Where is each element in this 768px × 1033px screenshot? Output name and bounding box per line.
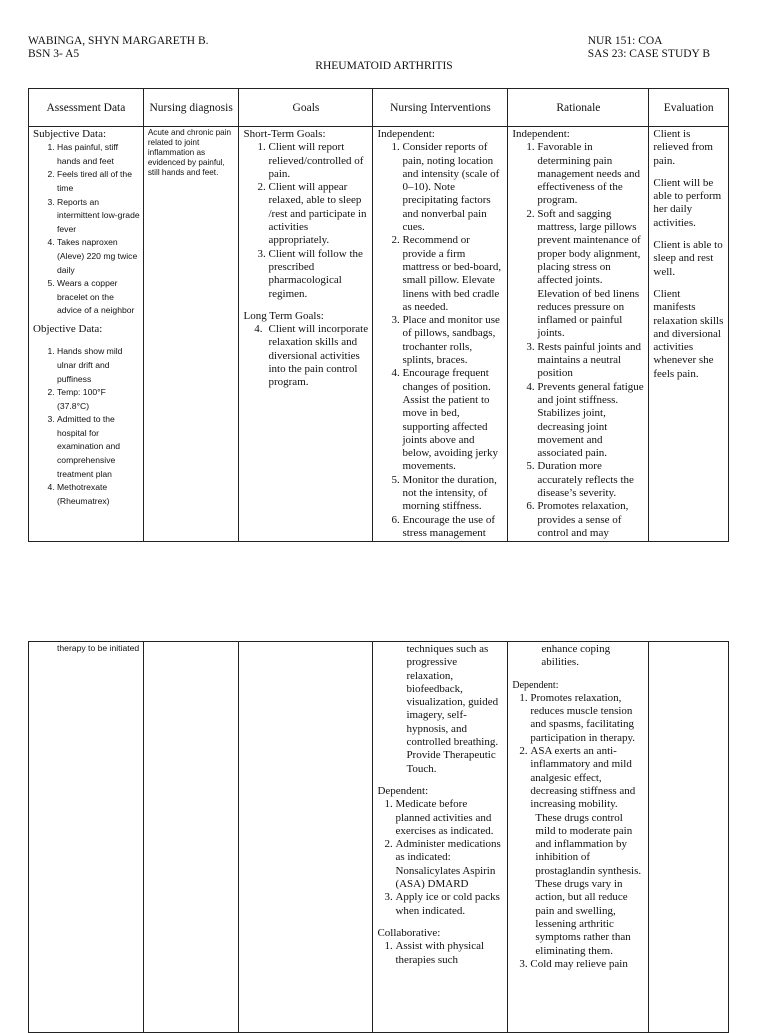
list-item: 3. Client will follow the prescribed pharmacological regimen. xyxy=(268,248,369,301)
student-info xyxy=(28,35,209,61)
rationale-continued: enhance coping abilities. xyxy=(541,643,611,669)
column-header: Assessment Data xyxy=(29,89,144,127)
rationale-paragraph: These drugs vary in action, but all reduce pain and swelling, lessening arthritic symptoms rather than eliminating them. xyxy=(535,878,631,957)
activity-name: SAS 23: CASE STUDY B xyxy=(587,48,710,60)
short-term-goals-label: Short-Term Goals: xyxy=(243,128,326,140)
column-header: Nursing Interventions xyxy=(373,89,508,127)
list-item: 6. Promotes relaxation, provides a sense of control and may xyxy=(537,500,645,540)
short-term-goals-list xyxy=(243,141,369,301)
student-section: BSN 3- A5 xyxy=(28,48,80,60)
list-item: 4. Takes naproxen (Aleve) 220 mg twice daily xyxy=(57,236,140,277)
dependent-label: Dependent: xyxy=(512,679,559,691)
evaluation-item: Client manifests relaxation skills and diversional activities whenever she feels pain. xyxy=(653,287,724,380)
list-item: 1. Has painful, stiff hands and feet xyxy=(57,141,140,168)
interventions-cell xyxy=(373,642,508,1033)
subjective-list xyxy=(33,141,140,318)
column-header: Evaluation xyxy=(649,89,729,127)
independent-label: Independent: xyxy=(377,128,435,140)
list-item: 3. Admitted to the hospital for examination and comprehensive treatment plan xyxy=(57,413,140,481)
rationale-list xyxy=(512,141,645,540)
objective-label: Objective Data: xyxy=(33,323,103,336)
list-item: 1. Promotes relaxation, reduces muscle tension and spasms, facilitating participation in therapy. xyxy=(530,692,645,745)
diagnosis-text: Acute and chronic pain related to joint inflammation as evidenced by painful, still hands and feet. xyxy=(147,128,232,177)
diagnosis-cell xyxy=(143,642,239,1033)
table-row xyxy=(29,642,729,1033)
assessment-cell xyxy=(29,642,144,1033)
list-item: 1. Favorable in determining pain management needs and effectiveness of the program. xyxy=(537,141,645,207)
list-item: 1. Hands show mild ulnar drift and puffiness xyxy=(57,345,140,386)
list-item: 5. Monitor the duration, not the intensity, of morning stiffness. xyxy=(402,474,504,514)
list-item: 2. Feels tired all of the time xyxy=(57,168,140,195)
objective-list xyxy=(33,345,140,508)
table-header-row xyxy=(29,89,729,127)
collaborative-list xyxy=(377,940,504,967)
list-item: 3. Apply ice or cold packs when indicated. xyxy=(395,891,504,918)
evaluation-item: Client is able to sleep and rest well. xyxy=(653,239,723,278)
dependent-list xyxy=(377,798,504,918)
list-item: 2. Client will appear relaxed, able to sleep /rest and participate in activities appropriately. xyxy=(268,181,369,247)
rationale-cell xyxy=(508,642,649,1033)
evaluation-cell xyxy=(649,642,729,1033)
list-item: 1. Assist with physical therapies such xyxy=(395,940,504,967)
interventions-continued: techniques such as progressive relaxation, biofeedback, visualization, guided imagery, self-hypnosis, and controlled breathing. Provide Therapeutic Touch. xyxy=(406,643,499,775)
student-name: WABINGA, SHYN MARGARETH B. xyxy=(28,35,209,47)
list-item: 2. ASA exerts an anti-inflammatory and mild analgesic effect, decreasing stiffness and increasing mobility. xyxy=(530,745,645,811)
document-title: RHEUMATOID ARTHRITIS xyxy=(315,60,453,72)
list-item: 3. Cold may relieve pain xyxy=(530,958,645,971)
subjective-label: Subjective Data: xyxy=(33,128,107,140)
list-item: Client will incorporate relaxation skills and diversional activities into the pain control program. xyxy=(268,323,369,389)
rationale-paragraph: These drugs control mild to moderate pain and inflammation by inhibition of prostaglandin synthesis. xyxy=(535,811,642,877)
assessment-cell xyxy=(29,127,144,542)
list-number: 4. xyxy=(254,323,263,336)
list-item: 3. Reports an intermittent low-grade fever xyxy=(57,196,140,237)
evaluation-item: Client will be able to perform her daily activities. xyxy=(653,176,722,229)
list-item: 5. Wears a copper bracelet on the advice of a neighbor xyxy=(57,277,140,318)
evaluation-item: Client is relieved from pain. xyxy=(653,128,713,167)
independent-label: Independent: xyxy=(512,128,570,140)
goals-cell xyxy=(239,642,373,1033)
list-item: 2. Administer medications as indicated: Nonsalicylates Aspirin (ASA) DMARD xyxy=(395,838,504,891)
list-item: 3. Rests painful joints and maintains a neutral position xyxy=(537,341,645,381)
list-item: 4. Encourage frequent changes of position. Assist the patient to move in bed, supporting affected joints above and below, avoiding jerky movements. xyxy=(402,367,504,473)
list-item: 2. Temp: 100°F (37.8°C) xyxy=(57,386,140,413)
care-plan-table xyxy=(28,88,729,542)
rationale-cell xyxy=(508,127,649,542)
collaborative-label: Collaborative: xyxy=(377,926,441,939)
interventions-cell xyxy=(373,127,508,542)
diagnosis-cell xyxy=(143,127,239,542)
list-item: 4. Methotrexate (Rheumatrex) xyxy=(57,481,140,508)
interventions-list xyxy=(377,141,504,540)
list-item: 5. Duration more accurately reflects the disease’s severity. xyxy=(537,460,645,500)
list-item: 1. Medicate before planned activities and exercises as indicated. xyxy=(395,798,504,838)
list-item: 3. Place and monitor use of pillows, sandbags, trochanter rolls, splints, braces. xyxy=(402,314,504,367)
long-term-goal xyxy=(243,323,369,389)
dependent-label: Dependent: xyxy=(377,784,429,797)
column-header: Nursing diagnosis xyxy=(143,89,239,127)
list-item: 6. Encourage the use of stress management xyxy=(402,514,504,541)
assessment-continued: therapy to be initiated xyxy=(57,643,140,653)
goals-cell xyxy=(239,127,373,542)
care-plan-table-continued xyxy=(28,641,729,1033)
long-term-goals-label: Long Term Goals: xyxy=(243,309,324,322)
evaluation-cell xyxy=(649,127,729,542)
table-row xyxy=(29,127,729,542)
course-code: NUR 151: COA xyxy=(587,35,663,47)
rationale-dependent-list xyxy=(512,692,645,812)
list-item: 1. Client will report relieved/controlled of pain. xyxy=(268,141,369,181)
list-item: 2. Recommend or provide a firm mattress or bed-board, small pillow. Elevate linens with bed cradle as needed. xyxy=(402,234,504,314)
rationale-dependent-list-cont xyxy=(512,958,645,971)
column-header: Goals xyxy=(239,89,373,127)
list-item: 4. Prevents general fatigue and joint stiffness. Stabilizes joint, decreasing joint movement and associated pain. xyxy=(537,381,645,461)
list-item: 1. Consider reports of pain, noting location and intensity (scale of 0–10). Note precipitating factors and nonverbal pain cues. xyxy=(402,141,504,234)
list-item: 2. Soft and sagging mattress, large pillows prevent maintenance of proper body alignment, placing stress on affected joints. Elevation of bed linens reduces pressure on inflamed or painful joints. xyxy=(537,208,645,341)
course-info xyxy=(588,35,710,61)
column-header: Rationale xyxy=(508,89,649,127)
